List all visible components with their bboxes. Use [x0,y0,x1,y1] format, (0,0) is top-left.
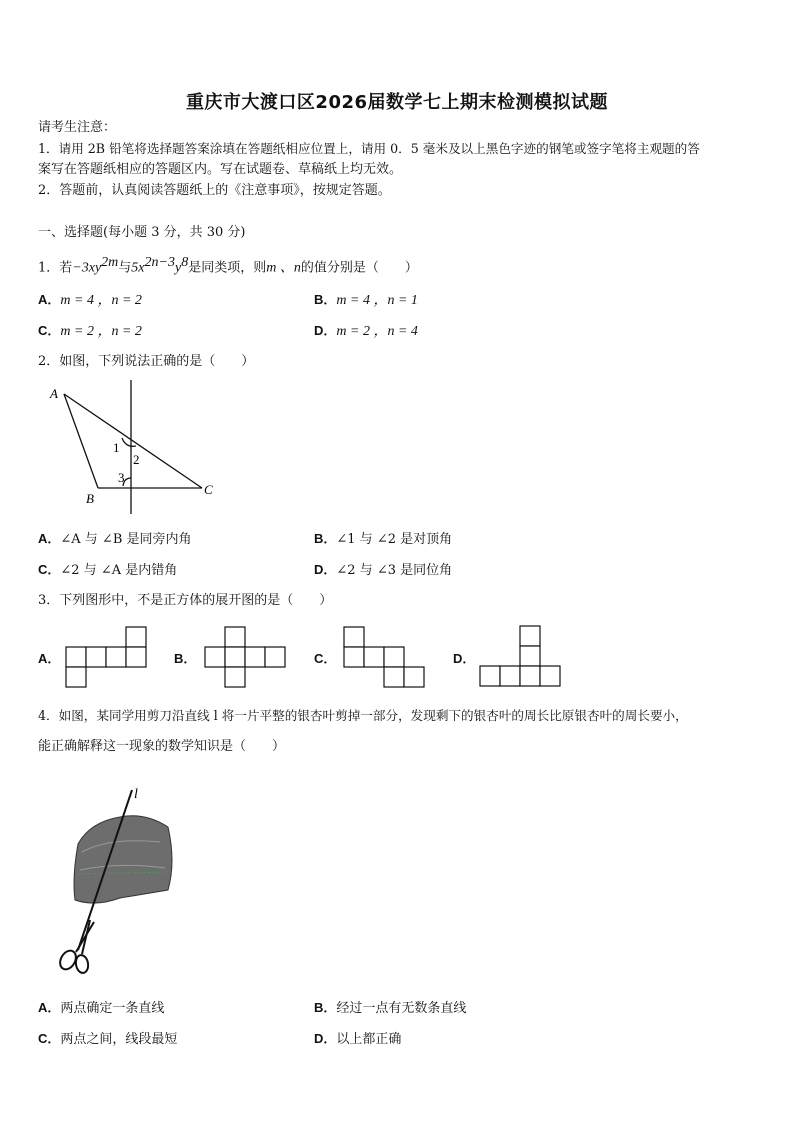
q4-option-a[interactable] [38,999,164,1018]
option-label: B． [314,1000,337,1015]
option-text: 经过一点有无数条直线 [336,1001,467,1016]
option-text: m = 4 ，n = 1 [336,293,418,308]
q1-prefix: 1．若 [38,260,73,276]
option-text: 两点确定一条直线 [60,1001,165,1016]
question-1-stem [38,254,418,277]
q1-term1: −3xy [72,260,102,276]
option-text: ∠2 与 ∠3 是同位角 [336,563,453,578]
option-label: C． [38,562,61,577]
line-label-l: l [134,787,138,802]
option-label: D． [314,562,337,577]
q1-exp2: 2n−3 [144,255,175,270]
notice-item-2: 2．答题前，认真阅读答题纸上的《注意事项》，按规定答题。 [38,183,391,198]
option-label: B． [174,651,197,666]
option-label: C． [38,323,61,338]
notice-item-1-line-1: 1．请用 2B 铅笔将选择题答案涂填在答题纸相应位置上，请用 0．5 毫米及以上黑色字迹的钢笔或签字笔将主观题的答 [38,141,700,156]
ginkgo-leaf [74,816,172,903]
q3-net-a[interactable] [64,626,150,690]
option-label: A． [38,651,61,666]
triangle-figure [40,378,230,518]
option-text: ∠1 与 ∠2 是对顶角 [336,532,453,547]
option-text: m = 2 ，n = 4 [336,324,418,339]
angle-label-2: 2 [133,452,140,467]
q1-option-c[interactable] [38,322,142,341]
q3-option-d-label[interactable] [453,650,475,669]
vertex-label-a: A [50,386,58,401]
q2-option-d[interactable] [314,561,452,580]
option-label: D． [314,1031,337,1046]
q3-net-b[interactable] [203,626,289,690]
q3-net-c[interactable] [342,626,428,690]
option-text: 两点之间，线段最短 [60,1032,178,1047]
section-heading: 一、选择题(每小题 3 分，共 30 分) [38,225,246,240]
q4-option-b[interactable] [314,999,466,1018]
q1-vars: m 、n [266,260,301,276]
q4-option-c[interactable] [38,1030,177,1049]
q2-option-b[interactable] [314,530,452,549]
question-4-stem-line-1: 4．如图，某同学用剪刀沿直线 l 将一片平整的银杏叶剪掉一部分，发现剩下的银杏叶的周长比原银杏叶的周长要小， [38,708,688,723]
notice-heading: 请考生注意： [38,120,117,135]
q1-term2b: y [174,260,182,276]
question-4-stem-line-2: 能正确解释这一现象的数学知识是（ ） [38,739,286,754]
option-text: 以上都正确 [336,1032,402,1047]
q1-exp3: 8 [181,255,189,270]
q3-option-b-label[interactable] [174,650,196,669]
q1-option-a[interactable] [38,291,142,310]
option-label: B． [314,292,337,307]
scissors-icon [57,920,94,974]
q3-net-d[interactable] [478,624,564,690]
q1-term2: 5x [131,260,145,276]
option-label: D． [453,651,476,666]
option-label: A． [38,292,61,307]
option-label: C． [314,651,337,666]
vertex-label-b: B [86,491,94,506]
angle-label-1: 1 [113,440,120,455]
q1-option-b[interactable] [314,291,418,310]
q2-option-c[interactable] [38,561,177,580]
ginkgo-leaf-figure [50,782,190,977]
option-text: m = 4 ，n = 2 [60,293,142,308]
option-text: m = 2 ，n = 2 [60,324,142,339]
option-label: B． [314,531,337,546]
q1-suffix2: 的值分别是（ ） [300,260,418,276]
option-label: A． [38,1000,61,1015]
q1-option-d[interactable] [314,322,418,341]
side-ab [64,394,98,488]
question-3-stem: 3．下列图形中，不是正方体的展开图的是（ ） [38,593,333,608]
page-title: 重庆市大渡口区2026届数学七上期末检测模拟试题 [185,92,609,113]
angle-label-3: 3 [118,470,125,485]
question-2-stem: 2．如图，下列说法正确的是（ ） [38,354,255,369]
q3-option-a-label[interactable] [38,650,60,669]
q1-mid: 与 [118,260,132,276]
option-label: D． [314,323,337,338]
q4-option-d[interactable] [314,1030,401,1049]
option-text: ∠A 与 ∠B 是同旁内角 [60,532,192,547]
q1-suffix: 是同类项，则 [188,260,267,276]
notice-item-1-line-2: 案写在答题纸相应的答题区内。写在试题卷、草稿纸上均无效。 [38,162,403,177]
q1-exp1: 2m [101,255,119,270]
side-ac [64,394,202,488]
q2-option-a[interactable] [38,530,192,549]
option-label: C． [38,1031,61,1046]
option-text: ∠2 与 ∠A 是内错角 [60,563,178,578]
q3-option-c-label[interactable] [314,650,336,669]
vertex-label-c: C [204,482,213,497]
option-label: A． [38,531,61,546]
